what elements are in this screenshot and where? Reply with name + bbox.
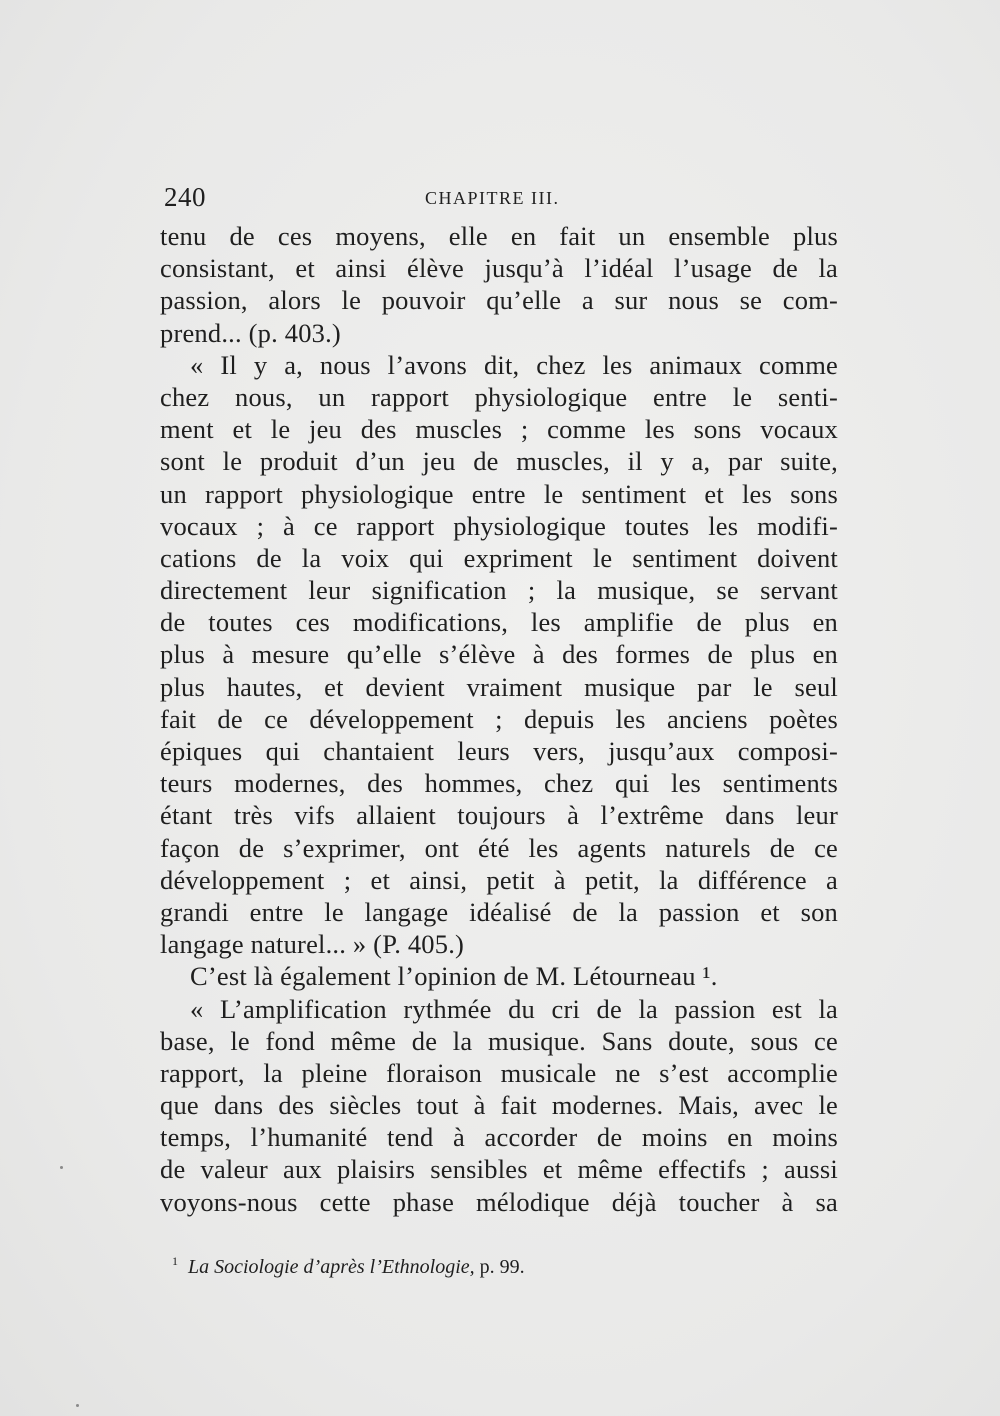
text-line: de toutes ces modifications, les amplifie de plus en (160, 607, 838, 638)
text-line: plus hautes, et devient vraiment musique par le seul (160, 671, 838, 702)
text-line: ment et le jeu des muscles ; comme les sons vocaux (160, 414, 838, 445)
text-line: teurs modernes, des hommes, chez qui les sentiments (160, 768, 838, 799)
text-line: façon de s’exprimer, ont été les agents naturels de ce (160, 832, 838, 863)
page-header (160, 182, 840, 216)
text-line: base, le fond même de la musique. Sans doute, sous ce (160, 1025, 838, 1056)
text-line: C’est là également l’opinion de M. Létourneau ¹. (190, 961, 718, 992)
text-line: langage naturel... » (P. 405.) (160, 929, 465, 960)
footnote-mark: 1 (172, 1254, 178, 1268)
text-line: « Il y a, nous l’avons dit, chez les animaux comme (190, 349, 838, 380)
text-line: passion, alors le pouvoir qu’elle a sur nous se com- (160, 285, 838, 316)
body-text (160, 220, 838, 1218)
footnote-page: p. 99. (479, 1256, 525, 1278)
footnote (172, 1254, 525, 1279)
text-line: prend... (p. 403.) (160, 317, 341, 348)
text-line: grandi entre le langage idéalisé de la passion et son (160, 896, 838, 927)
text-line: épiques qui chantaient leurs vers, jusqu’aux composi- (160, 736, 838, 766)
text-line: consistant, et ainsi élève jusqu’à l’idéal l’usage de la (160, 253, 838, 284)
paper-speck (60, 1166, 63, 1169)
text-line: temps, l’humanité tend à accorder de moins en moins (160, 1122, 838, 1153)
text-line: sont le produit d’un jeu de muscles, il y a, par suite, (160, 446, 838, 477)
text-line: développement ; et ainsi, petit à petit, la différence a (160, 864, 838, 895)
text-line: chez nous, un rapport physiologique entre le senti- (160, 381, 838, 412)
text-line: étant très vifs allaient toujours à l’extrême dans leur (160, 800, 838, 831)
text-line: rapport, la pleine floraison musicale ne s’est accomplie (160, 1057, 838, 1088)
text-line: tenu de ces moyens, elle en fait un ensemble plus (160, 221, 838, 251)
text-line: vocaux ; à ce rapport physiologique toutes les modifi- (160, 510, 838, 541)
text-line: « L’amplification rythmée du cri de la passion est la (190, 993, 838, 1024)
page-number: 240 (164, 182, 206, 212)
text-line: cations de la voix qui expriment le sentiment doivent (160, 542, 838, 573)
footnote-title: La Sociologie d’après l’Ethnologie, (188, 1256, 475, 1278)
text-line: que dans des siècles tout à fait modernes. Mais, avec le (160, 1090, 838, 1121)
text-line: fait de ce développement ; depuis les anciens poètes (160, 703, 838, 734)
text-line: voyons-nous cette phase mélodique déjà toucher à sa (160, 1186, 838, 1217)
text-line: un rapport physiologique entre le sentiment et les sons (160, 478, 838, 509)
text-line: directement leur signification ; la musique, se servant (160, 575, 838, 606)
text-line: plus à mesure qu’elle s’élève à des formes de plus en (160, 639, 838, 670)
running-head: CHAPITRE III. (425, 188, 560, 208)
paper-speck (76, 1404, 79, 1407)
text-line: de valeur aux plaisirs sensibles et même effectifs ; aussi (160, 1154, 838, 1185)
